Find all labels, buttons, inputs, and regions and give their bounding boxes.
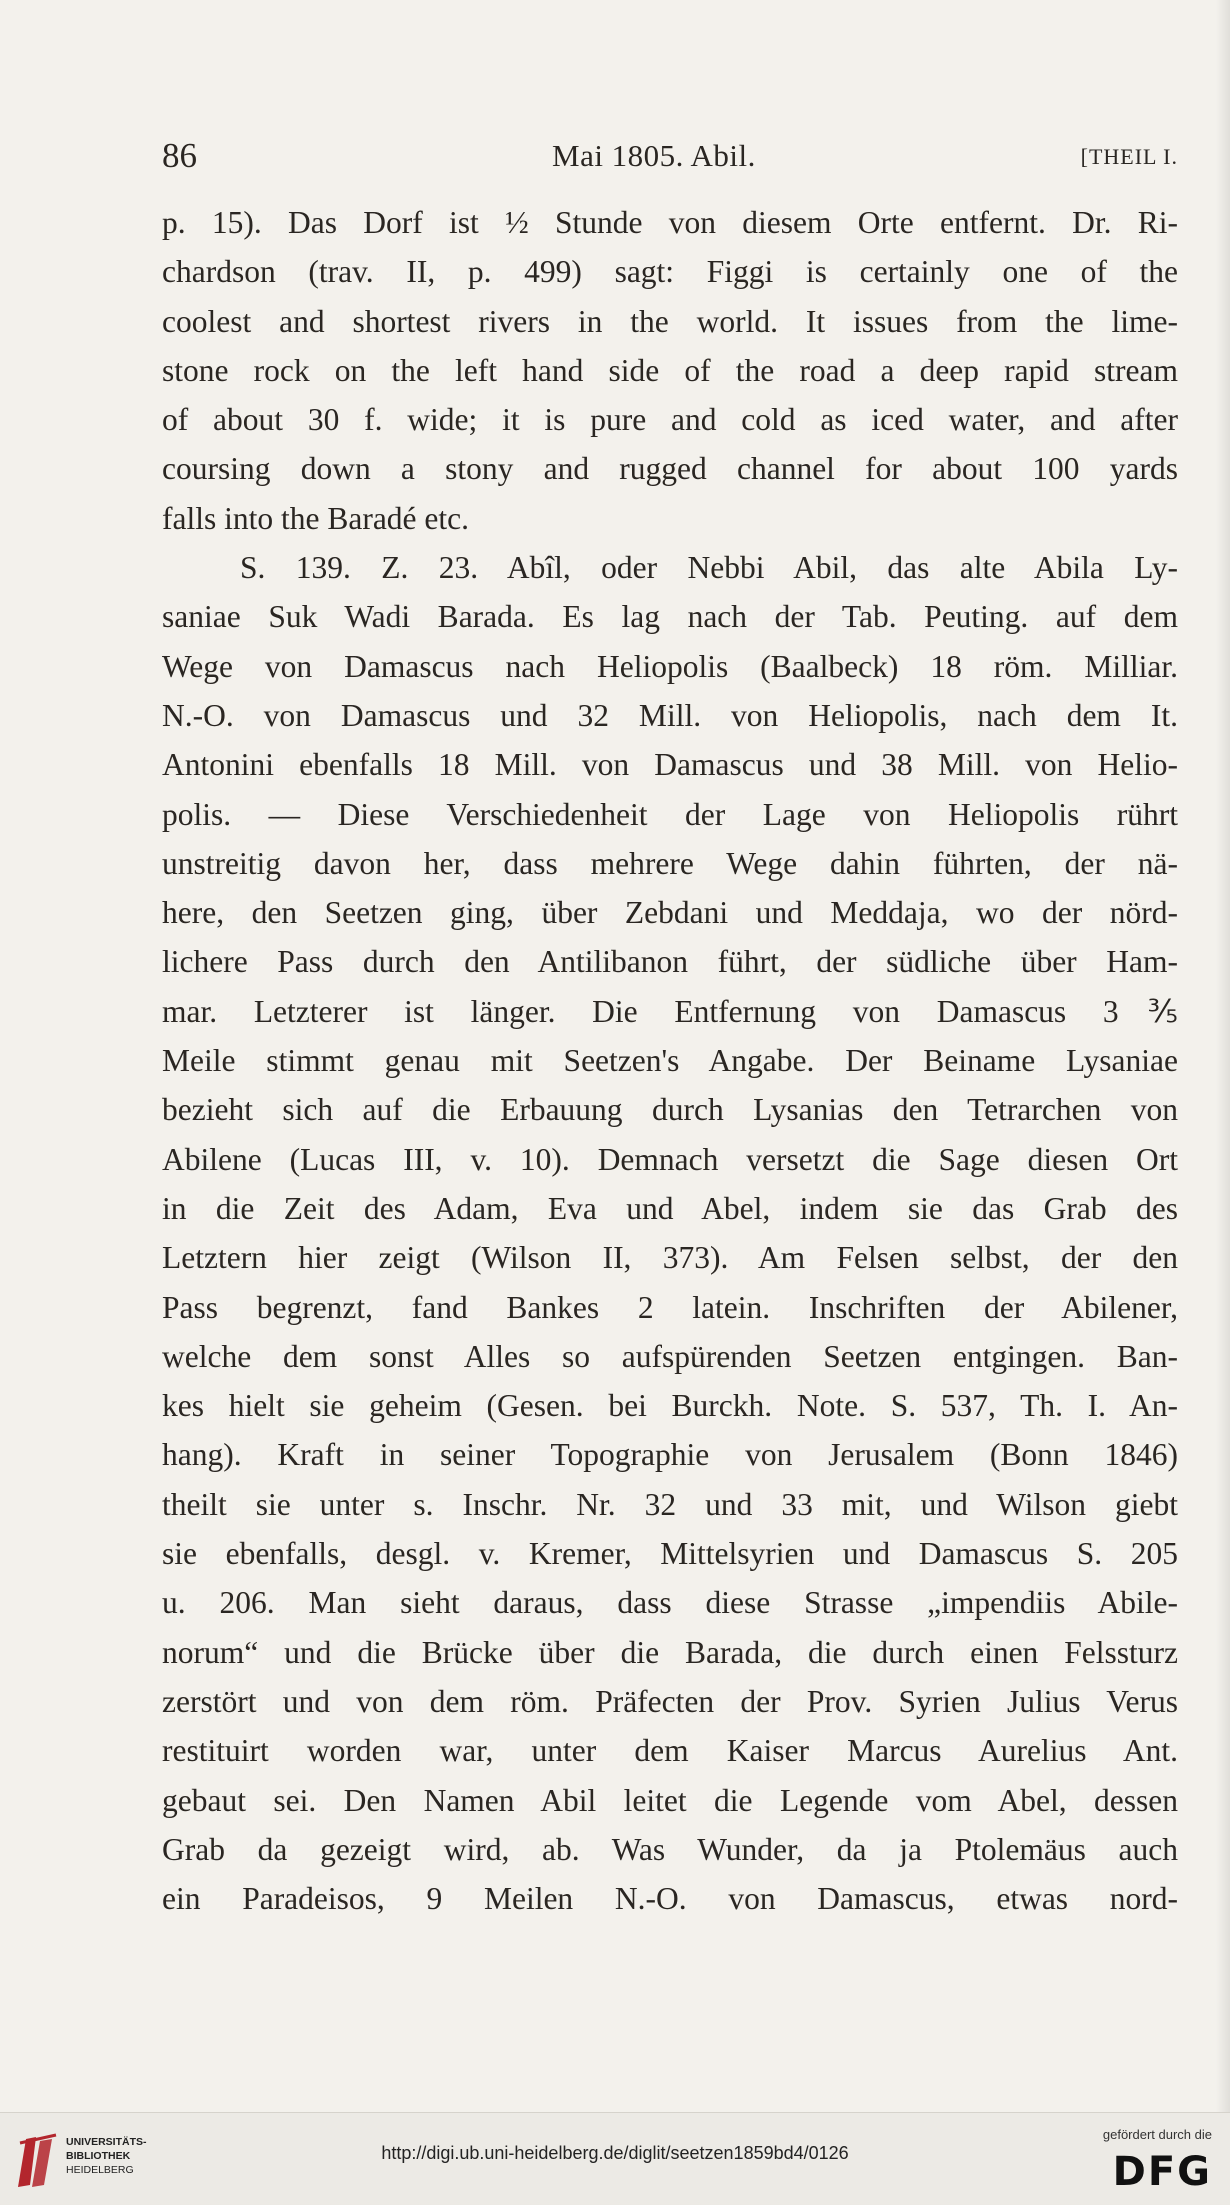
running-title: Mai 1805. Abil. [552, 138, 756, 173]
library-name-line: HEIDELBERG [66, 2164, 134, 2176]
dfg-logo[interactable]: DFG [1112, 2149, 1212, 2195]
text-line: sie ebenfalls, desgl. v. Kremer, Mittelsyrien und Damascus S. 205 [162, 1536, 1178, 1572]
page-number: 86 [162, 136, 197, 175]
text-line: zerstört und von dem röm. Präfecten der Prov. Syrien Julius Verus [162, 1683, 1178, 1719]
text-line: welche dem sonst Alles so aufspürenden Seetzen entgingen. Ban- [162, 1338, 1178, 1374]
text-line: Grab da gezeigt wird, ab. Was Wunder, da ja Ptolemäus auch [162, 1831, 1178, 1867]
text-line: theilt sie unter s. Inschr. Nr. 32 und 33 mit, und Wilson giebt [162, 1486, 1178, 1522]
text-line: mar. Letzterer ist länger. Die Entfernung von Damascus 3⅗ [162, 993, 1178, 1029]
text-line: of about 30 f. wide; it is pure and cold as iced water, and after [162, 402, 1178, 438]
text-line: norum“ und die Brücke über die Barada, die durch einen Felssturz [162, 1634, 1178, 1670]
library-name-line: BIBLIOTHEK [66, 2150, 131, 2162]
viewer-footer [0, 2112, 1230, 2205]
text-line: falls into the Baradé etc. [162, 500, 470, 536]
text-line: N.-O. von Damascus und 32 Mill. von Heliopolis, nach dem It. [162, 697, 1178, 733]
source-url-link[interactable]: http://digi.ub.uni-heidelberg.de/diglit/seetzen1859bd4/0126 [381, 2143, 849, 2163]
text-line: p. 15). Das Dorf ist ½ Stunde von diesem Orte entfernt. Dr. Ri- [162, 205, 1178, 240]
text-line: here, den Seetzen ging, über Zebdani und Meddaja, wo der nörd- [162, 895, 1178, 931]
text-line: Meile stimmt genau mit Seetzen's Angabe. Der Beiname Lysaniae [162, 1043, 1178, 1079]
text-line: unstreitig davon her, dass mehrere Wege dahin führten, der nä- [162, 845, 1178, 881]
text-line: Pass begrenzt, fand Bankes 2 latein. Inschriften der Abilener, [162, 1289, 1178, 1325]
text-line: gebaut sei. Den Namen Abil leitet die Legende vom Abel, dessen [162, 1782, 1178, 1818]
funding-note: gefördert durch die [1102, 2127, 1212, 2142]
body-text [162, 198, 1178, 1923]
library-name-line: UNIVERSITÄTS- [66, 2136, 147, 2148]
text-line: polis. — Diese Verschiedenheit der Lage von Heliopolis rührt [162, 796, 1178, 832]
text-line: in die Zeit des Adam, Eva und Abel, indem sie das Grab des [162, 1190, 1178, 1226]
text-line: u. 206. Man sieht daraus, dass diese Strasse „impendiis Abile- [162, 1585, 1178, 1621]
text-line: Wege von Damascus nach Heliopolis (Baalbeck) 18 röm. Milliar. [162, 648, 1178, 684]
text-line: lichere Pass durch den Antilibanon führt, der südliche über Ham- [162, 944, 1178, 980]
text-line: Abilene (Lucas III, v. 10). Demnach versetzt die Sage diesen Ort [162, 1141, 1178, 1177]
section-label: [THEIL I. [1080, 144, 1178, 169]
text-line: Letztern hier zeigt (Wilson II, 373). Am Felsen selbst, der den [162, 1240, 1178, 1276]
text-line: chardson (trav. II, p. 499) sagt: Figgi is certainly one of the [162, 254, 1178, 290]
text-line: saniae Suk Wadi Barada. Es lag nach der Tab. Peuting. auf dem [162, 599, 1178, 635]
text-line: hang). Kraft in seiner Topographie von Jerusalem (Bonn 1846) [162, 1437, 1178, 1473]
text-line: bezieht sich auf die Erbauung durch Lysanias den Tetrarchen von [162, 1092, 1178, 1128]
text-line: coolest and shortest rivers in the world. It issues from the lime- [162, 303, 1178, 339]
text-line: ein Paradeisos, 9 Meilen N.-O. von Damascus, etwas nord- [162, 1881, 1178, 1917]
text-line: stone rock on the left hand side of the road a deep rapid stream [162, 352, 1178, 388]
text-line: S. 139. Z. 23. Abîl, oder Nebbi Abil, das alte Abila Ly- [240, 550, 1178, 586]
text-line: Antonini ebenfalls 18 Mill. von Damascus und 38 Mill. von Helio- [162, 747, 1178, 783]
text-line: coursing down a stony and rugged channel for about 100 yards [162, 451, 1178, 487]
text-line: restituirt worden war, unter dem Kaiser Marcus Aurelius Ant. [162, 1733, 1178, 1769]
text-line: kes hielt sie geheim (Gesen. bei Burckh. Note. S. 537, Th. I. An- [162, 1388, 1178, 1424]
page-header [162, 128, 1178, 188]
